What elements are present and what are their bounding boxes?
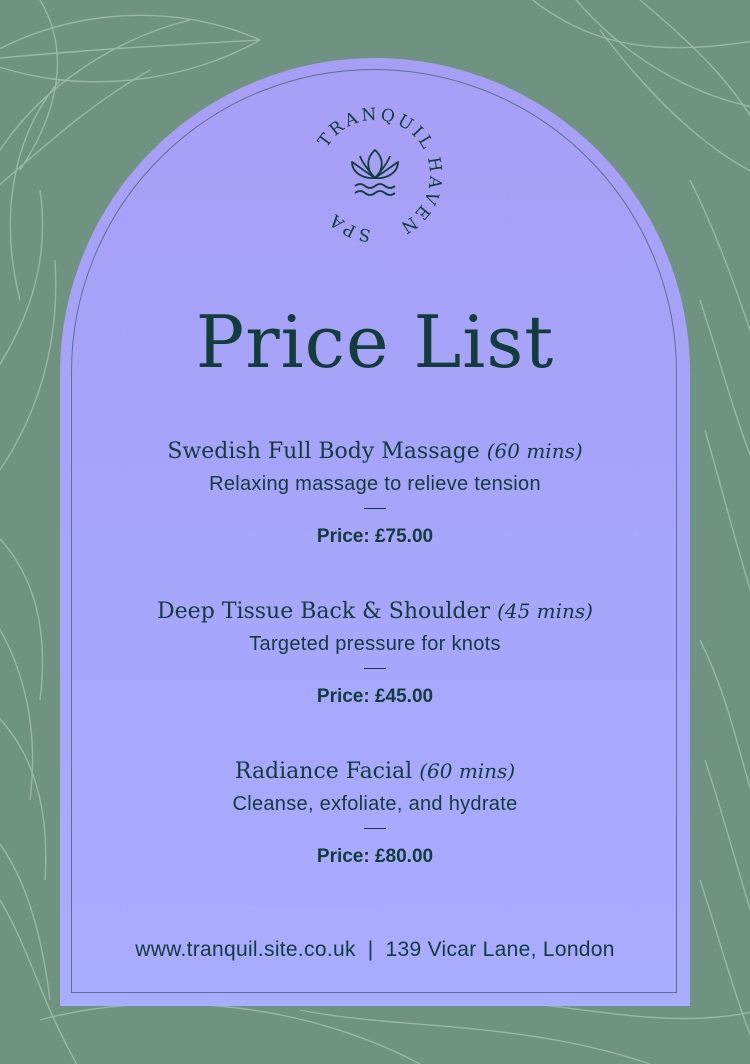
svg-text:HAVEN: [395, 156, 446, 239]
address: 139 Vicar Lane, London: [385, 938, 615, 961]
svg-text:SPA: [324, 208, 373, 245]
service-description: Relaxing massage to relieve tension: [209, 473, 541, 495]
divider: [364, 668, 386, 669]
lotus-waves-icon: [352, 150, 398, 195]
service-name: Swedish Full Body Massage: [167, 439, 480, 464]
service-name: Radiance Facial: [234, 759, 413, 784]
spa-logo: [300, 100, 450, 250]
service-name-line: [0, 756, 750, 787]
footer: [0, 938, 750, 962]
service-price: Price: £45.00: [316, 686, 434, 707]
service-item: [0, 596, 750, 708]
service-name: Deep Tissue Back & Shoulder: [157, 599, 491, 624]
service-price: Price: £80.00: [316, 846, 434, 867]
brand-name-bottom: SPA: [323, 208, 373, 246]
website-link[interactable]: www.tranquil.site.co.uk: [135, 938, 356, 961]
footer-separator: |: [367, 938, 374, 961]
service-description: Cleanse, exfoliate, and hydrate: [232, 793, 518, 815]
brand-name-right: HAVEN: [394, 155, 446, 239]
service-duration: (60 mins): [486, 439, 583, 463]
divider: [364, 508, 386, 509]
service-description: Targeted pressure for knots: [249, 633, 501, 655]
page-title: Price List: [195, 300, 555, 384]
svg-text:TRANQUIL: [314, 105, 438, 155]
service-duration: (60 mins): [419, 759, 516, 783]
service-item: [0, 756, 750, 868]
brand-name-top: TRANQUIL: [314, 104, 439, 155]
divider: [364, 828, 386, 829]
service-name-line: [0, 436, 750, 467]
service-item: [0, 436, 750, 548]
service-price: Price: £75.00: [316, 526, 434, 547]
service-duration: (45 mins): [497, 599, 593, 623]
service-name-line: [0, 596, 750, 627]
